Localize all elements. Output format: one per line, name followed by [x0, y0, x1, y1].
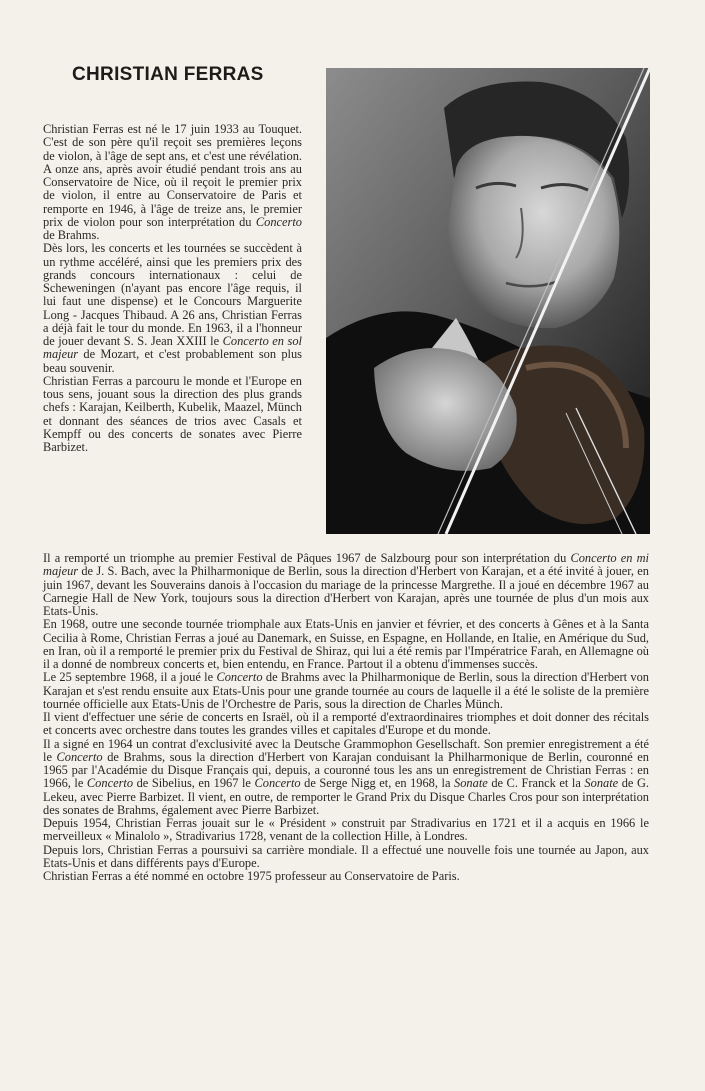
text-run: Il a signé en 1964 un contrat d'exclusivité avec la Deutsche Grammophon Gesellschaft. Son premier enregistrement a été le	[43, 736, 649, 764]
text-run: Il a remporté un triomphe au premier Festival de Pâques 1967 de Salzbourg pour son interprétation du	[43, 551, 571, 565]
text-run: Il vient d'effectuer une série de concerts en Israël, où il a remporté d'extraordinaires triomphes et doit donner des récitals et concerts avec orchestre dans toutes les grandes villes et capitales d'Europe et du monde.	[43, 710, 649, 738]
paragraph	[43, 738, 649, 818]
paragraph	[43, 618, 649, 671]
text-run: de J. S. Bach, avec la Philharmonique de Berlin, sous la direction d'Herbert von Karajan, et a été invité à jouer, en juin 1967, devant les Souverains danois à l'occasion du mariage de la princesse Margrethe. Il a joué en décembre 1967 au Carnegie Hall de New York, toujours sous la direction d'Herbert von Karajan, après une tournée de plus d'un mois aux Etats-Unis.	[43, 564, 649, 618]
italic-title: Concerto	[56, 749, 103, 764]
text-run: Christian Ferras a parcouru le monde et l'Europe en tous sens, jouant sous la direction des plus grands chefs : Karajan, Keilberth, Kubelik, Maazel, Münch et donnant des séances de trios avec Casals et Kempff ou des concerts de sonates avec Pierre Barbizet.	[43, 373, 302, 454]
violinist-photo-icon	[326, 68, 650, 534]
text-run: de Sibelius, en 1967 le	[133, 776, 255, 791]
paragraph	[43, 123, 302, 242]
italic-title: Concerto	[216, 670, 263, 685]
text-run: de Brahms avec la Philharmonique de Berlin, sous la direction d'Herbert von Karajan et s'est rendu ensuite aux Etats-Unis pour une grande tournée au cours de laquelle il a été le soliste de la première tournée officielle aux Etats-Unis de l'Orchestre de Paris, sous la direction de Charles Münch.	[43, 670, 649, 711]
paragraph	[43, 375, 302, 455]
text-run: de Brahms, sous la direction d'Herbert von Karajan conduisant la Philharmonique de Berlin, couronné en 1965 par l'Académie du Disque Français qui, depuis, a couronné tous les ans un enregistrement de Christian Ferras : en 1966, le	[43, 749, 649, 791]
text-run: de Mozart, et c'est probablement son plus beau souvenir.	[43, 347, 302, 375]
paragraph	[43, 552, 649, 618]
biography-body	[43, 552, 649, 883]
italic-title: Concerto	[86, 776, 134, 791]
paragraph	[43, 844, 649, 871]
text-run: de G. Lekeu, avec Pierre Barbizet. Il vient, en outre, de remporter le Grand Prix du Disque Charles Cros pour son interprétation des sonates de Brahms, également avec Pierre Barbizet.	[43, 776, 649, 817]
text-run: Le 25 septembre 1968, il a joué le	[43, 670, 217, 685]
paragraph	[43, 711, 649, 738]
text-run: Christian Ferras a été nommé en octobre 1975 professeur au Conservatoire de Paris.	[43, 869, 460, 883]
italic-title: Concerto en mi majeur	[43, 551, 649, 579]
intro-column	[43, 123, 302, 454]
paragraph	[43, 671, 649, 711]
italic-title: Concerto	[255, 214, 302, 229]
text-run: de C. Franck et la	[487, 776, 585, 791]
paragraph	[43, 242, 302, 375]
text-run: de Brahms.	[43, 228, 100, 242]
paragraph	[43, 870, 649, 883]
italic-title: Concerto	[254, 776, 301, 791]
text-run: Christian Ferras est né le 17 juin 1933 au Touquet. C'est de son père qu'il reçoit ses premières leçons de violon, à l'âge de sept ans, et c'est une révélation. A onze ans, après avoir étudié pendant trois ans au Conservatoire de Nice, où il reçoit le premier prix de violon, il entre au Conservatoire de Paris et remporte en 1946, à l'âge de treize ans, le premier prix de violon pour son interprétation du	[43, 122, 302, 229]
text-run: Dès lors, les concerts et les tournées se succèdent à un rythme accéléré, ainsi que les premiers prix des grands concours internationaux : celui de Scheweningen (n'ayant pas encore l'âge requis, il lui faut une dispense) et le Concours Marguerite Long - Jacques Thibaud. A 26 ans, Christian Ferras a déjà fait le tour du monde. En 1963, il a l'honneur de jouer devant S. S. Jean XXIII le	[43, 241, 302, 348]
text-run: Depuis lors, Christian Ferras a poursuivi sa carrière mondiale. Il a effectué une nouvelle fois une tournée au Japon, aux Etats-Unis et dans différents pays d'Europe.	[43, 842, 649, 870]
italic-title: Sonate	[454, 776, 488, 791]
text-run: En 1968, outre une seconde tournée triomphale aux Etats-Unis en janvier et février, et des concerts à Gênes et à la Santa Cecilia à Rome, Christian Ferras a joué au Danemark, en Suisse, en Espagne, en Hollande, en Italie, en Amérique du Sud, en Iran, où il a remporté le premier prix du Festival de Shiraz, qui lui a été remis par l'Impératrice Farah, en Allemagne où il a donné de nombreux concerts et, bien entendu, en France. Partout il a obtenu d'immenses succès.	[43, 617, 649, 671]
violinist-photo	[326, 68, 650, 534]
italic-title: Sonate	[584, 776, 619, 791]
paragraph	[43, 817, 649, 844]
italic-title: Concerto en sol majeur	[43, 334, 302, 362]
text-run: de Serge Nigg et, en 1968, la	[300, 776, 455, 791]
page-title: CHRISTIAN FERRAS	[72, 64, 264, 85]
text-run: Depuis 1954, Christian Ferras jouait sur le « Président » construit par Stradivarius en 1721 et il a acquis en 1966 le merveilleux « Minalolo », Stradivarius 1728, venant de la collection Hille, à Londres.	[43, 816, 649, 844]
